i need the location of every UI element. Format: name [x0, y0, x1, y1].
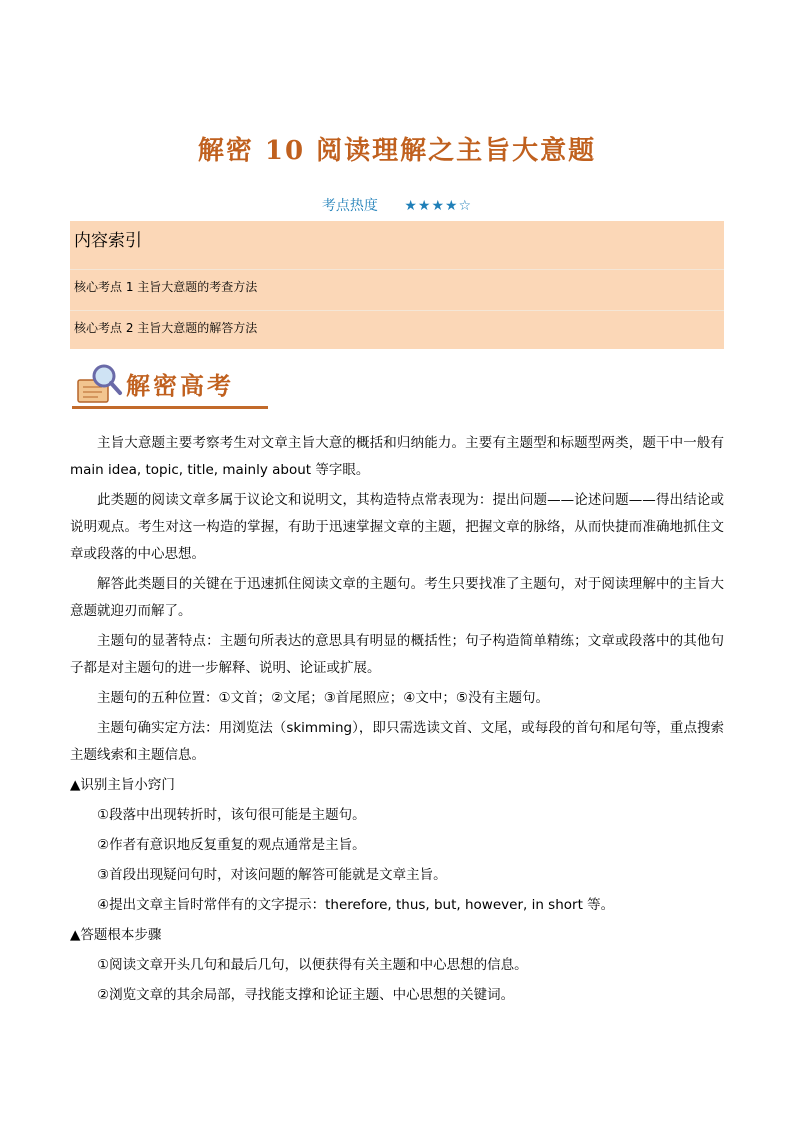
list-item: ①阅读文章开头几句和最后几句，以便获得有关主题和中心思想的信息。	[97, 957, 528, 973]
heat-rating	[0, 195, 794, 215]
list-item: ①段落中出现转折时，该句很可能是主题句。	[97, 807, 366, 823]
paragraph: 此类题的阅读文章多属于议论文和说明文，其构造特点常表现为：提出问题——论述问题——得出结论或说明观点。考生对这一构造的掌握，有助于迅速掌握文章的主题，把握文章的脉络，从而快捷而准确地抓住文章或段落的中心思想。	[70, 492, 724, 562]
section-banner	[70, 360, 270, 412]
index-item: 核心考点 1 主旨大意题的考查方法	[70, 270, 724, 311]
heat-label: 考点热度	[321, 198, 378, 214]
index-item: 核心考点 2 主旨大意题的解答方法	[74, 321, 258, 335]
body-text	[70, 430, 724, 1012]
paragraph: 解答此类题目的关键在于迅速抓住阅读文章的主题句。考生只要找准了主题句，对于阅读理解中的主旨大意题就迎刃而解了。	[70, 576, 724, 619]
content-index	[70, 221, 724, 349]
banner-text: 解密高考	[126, 371, 234, 400]
index-header: 内容索引	[70, 221, 724, 270]
star-rating: ★★★★☆	[404, 198, 473, 214]
list-item: ②浏览文章的其余局部，寻找能支撑和论证主题、中心思想的关键词。	[97, 987, 515, 1003]
paragraph: 主旨大意题主要考察考生对文章主旨大意的概括和归纳能力。主要有主题型和标题型两类，题干中一般有 main idea, topic, title, mainly about 等字眼。	[70, 435, 724, 478]
list-item: ③首段出现疑问句时，对该问题的解答可能就是文章主旨。	[97, 867, 447, 883]
banner-underline	[72, 406, 268, 409]
list-item: ②作者有意识地反复重复的观点通常是主旨。	[97, 837, 366, 853]
paragraph: 主题句的显著特点：主题句所表达的意思具有明显的概括性；句子构造简单精练；文章或段落中的其他句子都是对主题句的进一步解释、说明、论证或扩展。	[70, 633, 724, 676]
magnifier-book-icon	[74, 360, 126, 408]
paragraph: 主题句确实定方法：用浏览法（skimming），即只需选读文首、文尾，或每段的首句和尾句等，重点搜索主题线索和主题信息。	[70, 720, 724, 763]
list-item: ④提出文章主旨时常伴有的文字提示：therefore, thus, but, however, in short 等。	[97, 897, 615, 913]
section-heading: ▲答题根本步骤	[70, 927, 162, 943]
section-heading: ▲识别主旨小窍门	[70, 777, 175, 793]
page-title: 解密 10 阅读理解之主旨大意题	[197, 136, 597, 166]
paragraph: 主题句的五种位置：①文首；②文尾；③首尾照应；④文中；⑤没有主题句。	[97, 690, 550, 706]
